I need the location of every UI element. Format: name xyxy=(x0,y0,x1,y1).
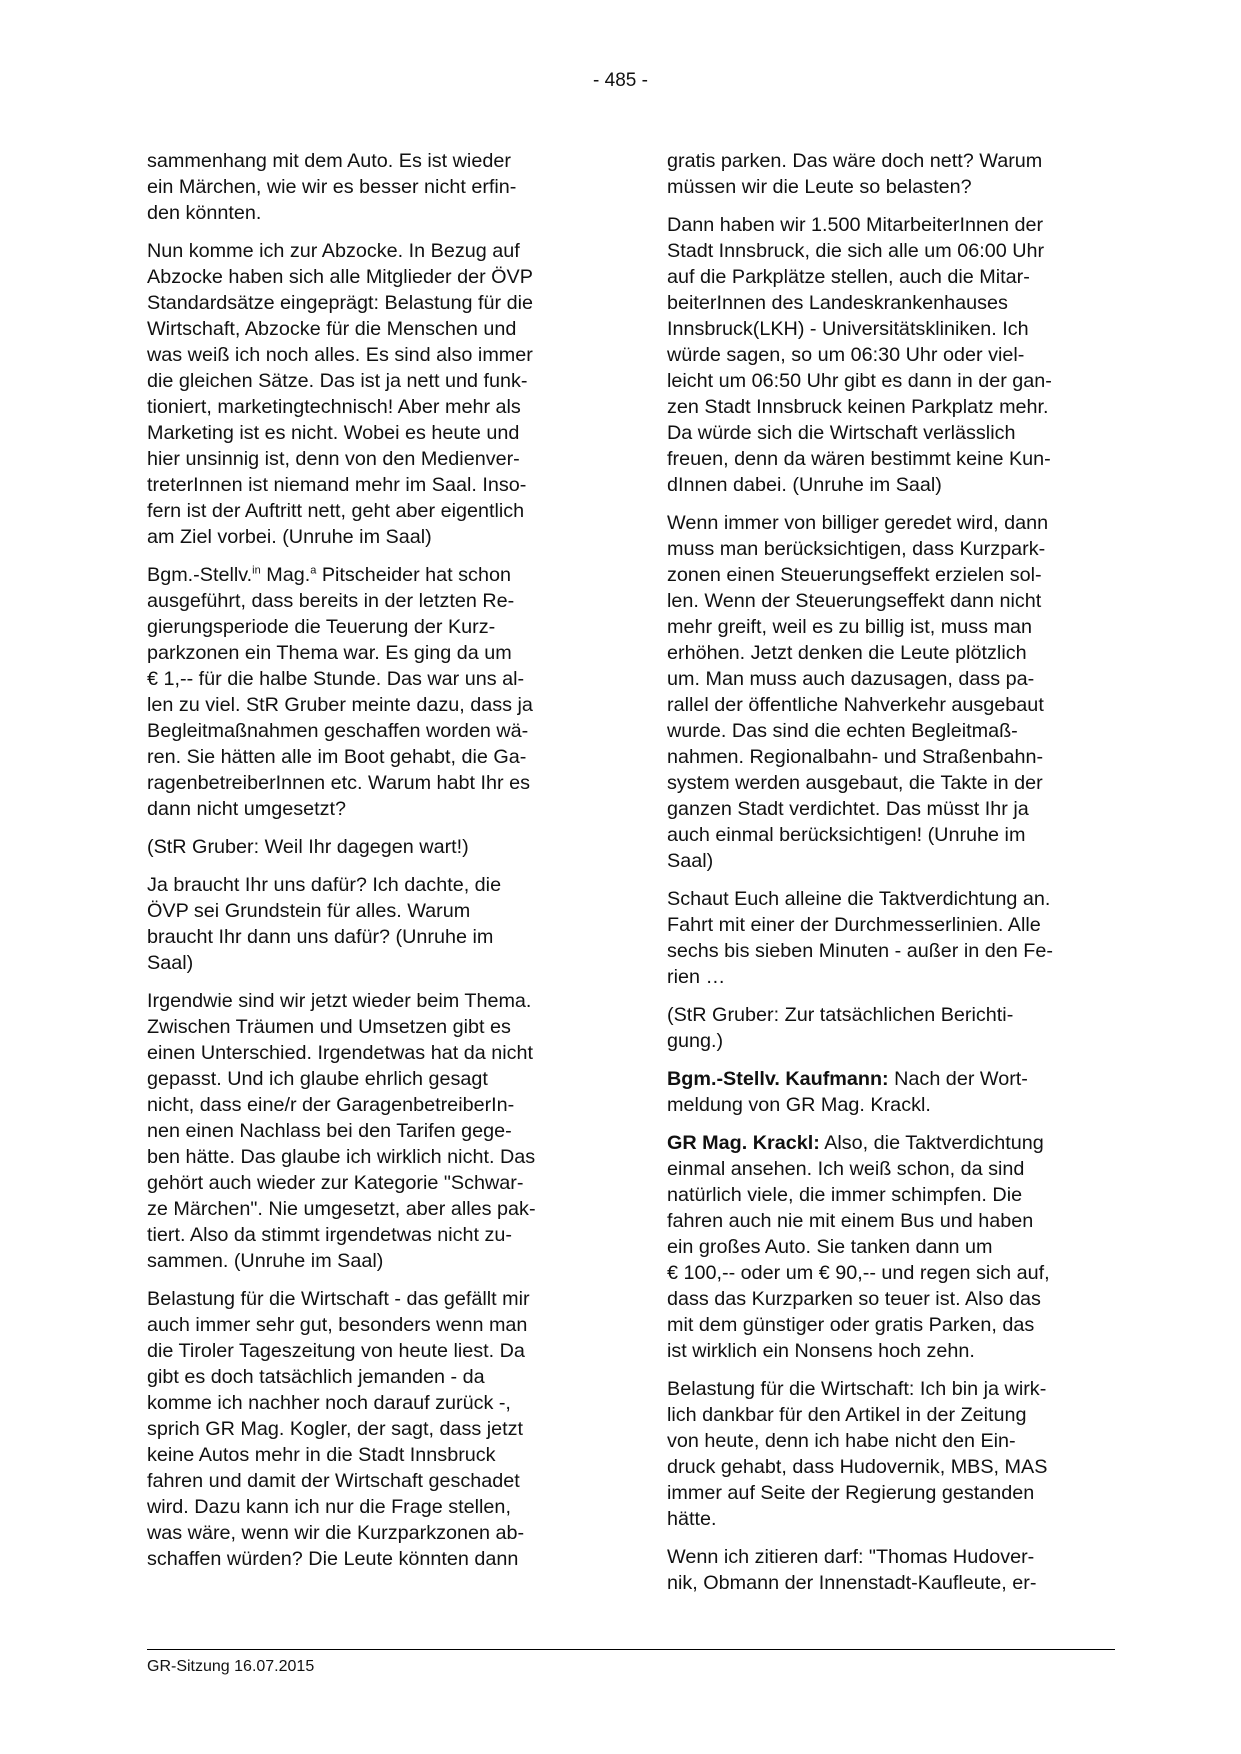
text-line: hier unsinnig ist, denn von den Medienver- xyxy=(147,448,520,470)
text-line: len. Wenn der Steuerungseffekt dann nicht xyxy=(667,590,1042,612)
text-line: sammen. (Unruhe im Saal) xyxy=(147,1250,384,1272)
text-line: Bgm.-Stellv. Kaufmann: Nach der Wort- xyxy=(667,1068,1028,1090)
text-line: Fahrt mit einer der Durchmesserlinien. Alle xyxy=(667,914,1041,936)
text-line: würde sagen, so um 06:30 Uhr oder viel- xyxy=(667,344,1025,366)
text-line: fahren auch nie mit einem Bus und haben xyxy=(667,1210,1034,1232)
page-number: - 485 - xyxy=(593,70,648,91)
text-line: was wäre, wenn wir die Kurzparkzonen ab- xyxy=(147,1522,525,1544)
text-line: parkzonen ein Thema war. Es ging da um xyxy=(147,642,512,664)
paragraph xyxy=(667,212,1115,498)
text-line: einmal ansehen. Ich weiß schon, da sind xyxy=(667,1158,1025,1180)
text-line: was weiß ich noch alles. Es sind also immer xyxy=(147,344,533,366)
text-line: Saal) xyxy=(147,952,194,974)
text-line: immer auf Seite der Regierung gestanden xyxy=(667,1482,1035,1504)
text-line: fern ist der Auftritt nett, geht aber eigentlich xyxy=(147,500,525,522)
text-line: GR Mag. Krackl: Also, die Taktverdichtung xyxy=(667,1132,1044,1154)
text-line: einen Unterschied. Irgendetwas hat da nicht xyxy=(147,1042,533,1064)
text-line: Wenn immer von billiger geredet wird, dann xyxy=(667,512,1049,534)
text-line: wird. Dazu kann ich nur die Frage stellen, xyxy=(147,1496,511,1518)
text-line: ragenbetreiberInnen etc. Warum habt Ihr es xyxy=(147,772,531,794)
text-line: mit dem günstiger oder gratis Parken, das xyxy=(667,1314,1035,1336)
text-line: meldung von GR Mag. Krackl. xyxy=(667,1094,931,1116)
text-line: ze Märchen". Nie umgesetzt, aber alles pak- xyxy=(147,1198,536,1220)
text-line: ein großes Auto. Sie tanken dann um xyxy=(667,1236,993,1258)
text-line: Belastung für die Wirtschaft: Ich bin ja wirk- xyxy=(667,1378,1047,1400)
text-line: Da würde sich die Wirtschaft verlässlich xyxy=(667,422,1016,444)
text-line: fahren und damit der Wirtschaft geschadet xyxy=(147,1470,520,1492)
text-line: lich dankbar für den Artikel in der Zeitung xyxy=(667,1404,1027,1426)
text-line: (StR Gruber: Zur tatsächlichen Berichti- xyxy=(667,1004,1014,1026)
text-line: Wirtschaft, Abzocke für die Menschen und xyxy=(147,318,517,340)
text-line: ganzen Stadt verdichtet. Das müsst Ihr ja xyxy=(667,798,1029,820)
text-line: druck gehabt, dass Hudovernik, MBS, MAS xyxy=(667,1456,1048,1478)
text-line: Begleitmaßnahmen geschaffen worden wä- xyxy=(147,720,529,742)
text-line: auch immer sehr gut, besonders wenn man xyxy=(147,1314,528,1336)
text-line: ÖVP sei Grundstein für alles. Warum xyxy=(147,900,471,922)
text-line: nahmen. Regionalbahn- und Straßenbahn- xyxy=(667,746,1044,768)
text-line: sammenhang mit dem Auto. Es ist wieder xyxy=(147,150,511,172)
text-line: Belastung für die Wirtschaft - das gefällt mir xyxy=(147,1288,530,1310)
text-line: Schaut Euch alleine die Taktverdichtung an. xyxy=(667,888,1051,910)
text-line: schaffen würden? Die Leute könnten dann xyxy=(147,1548,519,1570)
paragraph xyxy=(147,148,595,226)
text-line: tiert. Also da stimmt irgendetwas nicht zu- xyxy=(147,1224,512,1246)
text-line: Marketing ist es nicht. Wobei es heute und xyxy=(147,422,520,444)
text-line: Ja braucht Ihr uns dafür? Ich dachte, die xyxy=(147,874,502,896)
text-line: keine Autos mehr in die Stadt Innsbruck xyxy=(147,1444,496,1466)
footer-divider xyxy=(147,1649,1115,1650)
text-line: beiterInnen des Landeskrankenhauses xyxy=(667,292,1008,314)
paragraph xyxy=(667,1376,1115,1532)
text-line: Irgendwie sind wir jetzt wieder beim Thema. xyxy=(147,990,532,1012)
text-line: leicht um 06:50 Uhr gibt es dann in der gan- xyxy=(667,370,1052,392)
paragraph xyxy=(147,1286,595,1572)
text-line: Saal) xyxy=(667,850,714,872)
text-line: gepasst. Und ich glaube ehrlich gesagt xyxy=(147,1068,488,1090)
paragraph xyxy=(667,1002,1115,1054)
text-line: ren. Sie hätten alle im Boot gehabt, die Ga- xyxy=(147,746,527,768)
text-line: Innsbruck(LKH) - Universitätskliniken. Ich xyxy=(667,318,1029,340)
left-column xyxy=(147,148,595,1584)
text-line: natürlich viele, die immer schimpfen. Die xyxy=(667,1184,1023,1206)
paragraph xyxy=(147,834,595,860)
text-line: dass das Kurzparken so teuer ist. Also das xyxy=(667,1288,1041,1310)
text-line: den könnten. xyxy=(147,202,262,224)
text-line: sprich GR Mag. Kogler, der sagt, dass jetzt xyxy=(147,1418,524,1440)
paragraph xyxy=(667,1130,1115,1364)
text-line: rallel der öffentliche Nahverkehr ausgebaut xyxy=(667,694,1044,716)
text-line: nicht, dass eine/r der GaragenbetreiberIn- xyxy=(147,1094,515,1116)
text-line: Standardsätze eingeprägt: Belastung für die xyxy=(147,292,533,314)
text-line: am Ziel vorbei. (Unruhe im Saal) xyxy=(147,526,432,548)
text-line: nen einen Nachlass bei den Tarifen gege- xyxy=(147,1120,512,1142)
text-line: hätte. xyxy=(667,1508,717,1530)
footer-text: GR-Sitzung 16.07.2015 xyxy=(147,1658,315,1675)
paragraph xyxy=(147,562,595,822)
text-line: um. Man muss auch dazusagen, dass pa- xyxy=(667,668,1035,690)
text-line: system werden ausgebaut, die Takte in der xyxy=(667,772,1043,794)
text-line: Abzocke haben sich alle Mitglieder der ÖVP xyxy=(147,266,533,288)
text-line: Dann haben wir 1.500 MitarbeiterInnen der xyxy=(667,214,1044,236)
superscript: a xyxy=(310,564,317,577)
text-line: dann nicht umgesetzt? xyxy=(147,798,347,820)
text-line: € 1,-- für die halbe Stunde. Das war uns al- xyxy=(147,668,525,690)
text-line: rien … xyxy=(667,966,726,988)
text-line: mehr greift, weil es zu billig ist, muss man xyxy=(667,616,1032,638)
text-line: tioniert, marketingtechnisch! Aber mehr als xyxy=(147,396,521,418)
text-line: Bgm.-Stellv.$^{in}$ Mag.$^a$ Pitscheider hat schon xyxy=(147,564,511,586)
text-line: gung.) xyxy=(667,1030,724,1052)
speaker-name: Bgm.-Stellv. Kaufmann: xyxy=(667,1068,889,1090)
text-line: erhöhen. Jetzt denken die Leute plötzlich xyxy=(667,642,1027,664)
text-line: zonen einen Steuerungseffekt erzielen sol- xyxy=(667,564,1042,586)
text-line: müssen wir die Leute so belasten? xyxy=(667,176,972,198)
text-line: gibt es doch tatsächlich jemanden - da xyxy=(147,1366,485,1388)
text-line: von heute, denn ich habe nicht den Ein- xyxy=(667,1430,1016,1452)
text-line: wurde. Das sind die echten Begleitmaß- xyxy=(667,720,1018,742)
text-line: gierungsperiode die Teuerung der Kurz- xyxy=(147,616,496,638)
text-line: zen Stadt Innsbruck keinen Parkplatz mehr. xyxy=(667,396,1049,418)
text-line: € 100,-- oder um € 90,-- und regen sich auf, xyxy=(667,1262,1050,1284)
text-line: ben hätte. Das glaube ich wirklich nicht. Das xyxy=(147,1146,536,1168)
text-line: muss man berücksichtigen, dass Kurzpark- xyxy=(667,538,1046,560)
text-line: len zu viel. StR Gruber meinte dazu, dass ja xyxy=(147,694,533,716)
paragraph xyxy=(667,886,1115,990)
superscript: in xyxy=(252,564,261,577)
text-line: auch einmal berücksichtigen! (Unruhe im xyxy=(667,824,1026,846)
text-line: freuen, denn da wären bestimmt keine Kun- xyxy=(667,448,1051,470)
paragraph xyxy=(147,988,595,1274)
paragraph xyxy=(667,1544,1115,1596)
text-line: die Tiroler Tageszeitung von heute liest. Da xyxy=(147,1340,525,1362)
text-line: (StR Gruber: Weil Ihr dagegen wart!) xyxy=(147,836,469,858)
text-line: sechs bis sieben Minuten - außer in den Fe- xyxy=(667,940,1053,962)
paragraph xyxy=(667,148,1115,200)
text-line: Zwischen Träumen und Umsetzen gibt es xyxy=(147,1016,511,1038)
text-line: braucht Ihr dann uns dafür? (Unruhe im xyxy=(147,926,494,948)
paragraph xyxy=(667,1066,1115,1118)
text-line: ist wirklich ein Nonsens hoch zehn. xyxy=(667,1340,975,1362)
text-line: gratis parken. Das wäre doch nett? Warum xyxy=(667,150,1043,172)
text-line: dInnen dabei. (Unruhe im Saal) xyxy=(667,474,942,496)
paragraph xyxy=(147,872,595,976)
text-line: ausgeführt, dass bereits in der letzten Re- xyxy=(147,590,515,612)
paragraph xyxy=(667,510,1115,874)
text-line: komme ich nachher noch darauf zurück -, xyxy=(147,1392,511,1414)
text-line: ein Märchen, wie wir es besser nicht erfin- xyxy=(147,176,517,198)
right-column xyxy=(667,148,1115,1608)
text-line: Wenn ich zitieren darf: "Thomas Hudover- xyxy=(667,1546,1035,1568)
text-line: nik, Obmann der Innenstadt-Kaufleute, er- xyxy=(667,1572,1037,1594)
text-line: Nun komme ich zur Abzocke. In Bezug auf xyxy=(147,240,520,262)
text-line: Stadt Innsbruck, die sich alle um 06:00 Uhr xyxy=(667,240,1045,262)
paragraph xyxy=(147,238,595,550)
text-line: auf die Parkplätze stellen, auch die Mitar- xyxy=(667,266,1030,288)
speaker-name: GR Mag. Krackl: xyxy=(667,1132,820,1154)
text-line: die gleichen Sätze. Das ist ja nett und funk- xyxy=(147,370,528,392)
text-line: treterInnen ist niemand mehr im Saal. Inso- xyxy=(147,474,527,496)
text-line: gehört auch wieder zur Kategorie "Schwar- xyxy=(147,1172,524,1194)
